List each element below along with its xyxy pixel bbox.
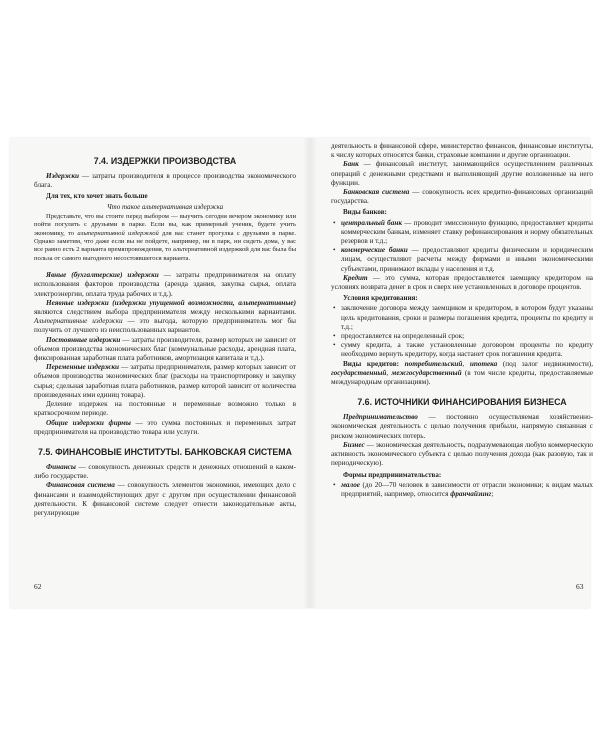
paragraph-finansy: Финансы — совокупность денежных средств и денежных отношений в каком-либо государстве. (34, 462, 296, 481)
paragraph-biznes: Бизнес — экономическая деятельность, подразумевающая любую коммерческую активность экономического субъекта с целью получения дохода (как разовую, так и периодическую). (331, 440, 593, 468)
paragraph-obshie: Общие издержки фирмы — это сумма постоянных и переменных затрат предпринимателя на производство товара или услуги. (34, 418, 296, 436)
paragraph-izderzhki: Издержки — затраты производителя в процессе производства экономического блага. (34, 172, 296, 190)
paragraph-neyavnye: Неявные издержки (издержки упущенной возможности, альтернативные) являются следствием выбора предпринимателя между несколькими вариантами. Альтернативные издержки — это выгода, которую предприниматель мог бы получить от лучшего из неиспользованных вариантов. (34, 298, 296, 335)
paragraph-bank: Банк — финансовый институт, занимающийся осуществлением различных операций с денежными средствами и выполняющий другие возложенные на него функции. (331, 160, 593, 187)
paragraph-yavnye: Явные (бухгалтерские) издержки — затраты предпринимателя на оплату использования факторов производства (аренда здания, закупка сырья, оплата электроэнергии, оплата труда рабочих и т.д.). (34, 271, 296, 298)
alt-cost-text: Представьте, что вы стоите перед выбором — выучить сегодня вечером экономику или пойти погулять с друзьями в парке. Если вы, как примерный ученик, будете учить экономику, то альтернативной издержкой для вас станет прогулка с друзьями в парке. Однако заметим, что даже если вы не пойдете, например, ни в парк, ни сидеть дома, у вас все равно есть 2 варианта времяпровождения, то альтернативной издержкой для вас была бы польза от самого выгодного несостоявшегося варианта. (34, 212, 296, 262)
alt-cost-title: Что такое альтернативная издержка (106, 202, 224, 211)
banks-types-title: Виды банков: (343, 208, 387, 217)
list-item: • коммерческие банки — предоставляют кредиты физическим и юридическим лицам, осуществляют расчеты между фирмами и иными экономическими субъектами, принимают вклады у населения и т.д. (341, 246, 593, 274)
list-item: • заключение договора между заемщиком и кредитором, в котором будут указаны цель кредитования, сроки и размеры погашения кредита, проценты по кредиту и т.д.; (341, 304, 593, 332)
paragraph-predprinimatelstvo: Предпринимательство — постоянно осуществляемая хозяйственно-экономическая деятельность с целью получения прибыли, напрямую связанная с риском экономических потерь. (331, 413, 593, 440)
book-spread (10, 138, 594, 608)
section-title-7-6: 7.6. ИСТОЧНИКИ ФИНАНСИРОВАНИЯ БИЗНЕСА (357, 397, 567, 408)
section-title-7-4: 7.4. ИЗДЕРЖКИ ПРОИЗВОДСТВА (93, 156, 237, 166)
section-title-7-5: 7.5. ФИНАНСОВЫЕ ИНСТИТУТЫ. БАНКОВСКАЯ СИСТЕМА (38, 446, 292, 457)
left-page (34, 146, 296, 518)
forms-list (331, 481, 593, 499)
paragraph-delenie: Деление издержек на постоянные и переменные возможно только в краткосрочном периоде. (34, 400, 296, 418)
paragraph-kredit: Кредит — это сумма, которая предоставляется заемщику кредитором на условиях возврата денег в срок и сверх нее установленных в договоре процентов. (331, 273, 593, 292)
list-item: • центральный банк — проводит эмиссионную функцию, предоставляет кредиты коммерческим банкам, изменяет ставку рефинансирования и норму обязательных резервов и т.д.; (341, 219, 593, 247)
conditions-list (331, 304, 593, 359)
paragraph-continuation: деятельность в финансовой сфере, министерство финансов, финансовые институты, к числу которых относятся банки, страховые компании и другие организации. (331, 142, 593, 160)
forms-title: Формы предпринимательства: (343, 470, 442, 479)
book-gutter (303, 138, 317, 608)
for-those-heading: Для тех, кто хочет знать больше (46, 192, 148, 201)
right-page (331, 142, 593, 499)
list-item: • предоставляется на определенный срок; (341, 332, 593, 341)
paragraph-finsystema: Финансовая система — совокупность элементов экономики, имеющих дело с финансами и взаимодействующих друг с другом при осуществлении финансовой деятельности. К финансовой системе следует отнести законодательные акты, регулирующие (34, 481, 296, 517)
paragraph-banksystem: Банковская система — совокупность всех кредитно-финансовых организаций государства. (331, 188, 593, 206)
banks-types-list (331, 219, 593, 274)
conditions-title: Условия кредитования: (343, 294, 418, 303)
page-number-left: 62 (34, 582, 42, 591)
paragraph-vidy-kreditov: Виды кредитов: потребительский, ипотека (под залог недвижимости), государственный, межгосударственный (в том числе кредиты, предоставляемые международным организациям). (331, 359, 594, 387)
list-item: • сумму кредита, а также установленные договором проценты по кредиту необходимо вернуть кредитору, когда настанет срок погашения кредита. (341, 341, 593, 359)
list-item: • малое (до 20—70 человек в зависимости от отрасли экономики; к видам малых предприятий, например, относится франчайзинг; (341, 481, 593, 499)
page-number-right: 63 (576, 582, 584, 591)
paragraph-peremennye: Переменные издержки — затраты предпринимателя, размер которых зависит от объемов производства экономических благ (расходы на транспортировку и закупку сырья; сдельная заработная плата работников, размер которой зависит от количества произведенных ими единиц товара). (34, 363, 296, 399)
paragraph-postoyannye: Постоянные издержки — затраты производителя, размер которых не зависит от объемов производства экономических благ (коммунальные расходы, арендная плата, фиксированная заработная плата работников, амортизация капитала и т.д.). (34, 335, 296, 363)
